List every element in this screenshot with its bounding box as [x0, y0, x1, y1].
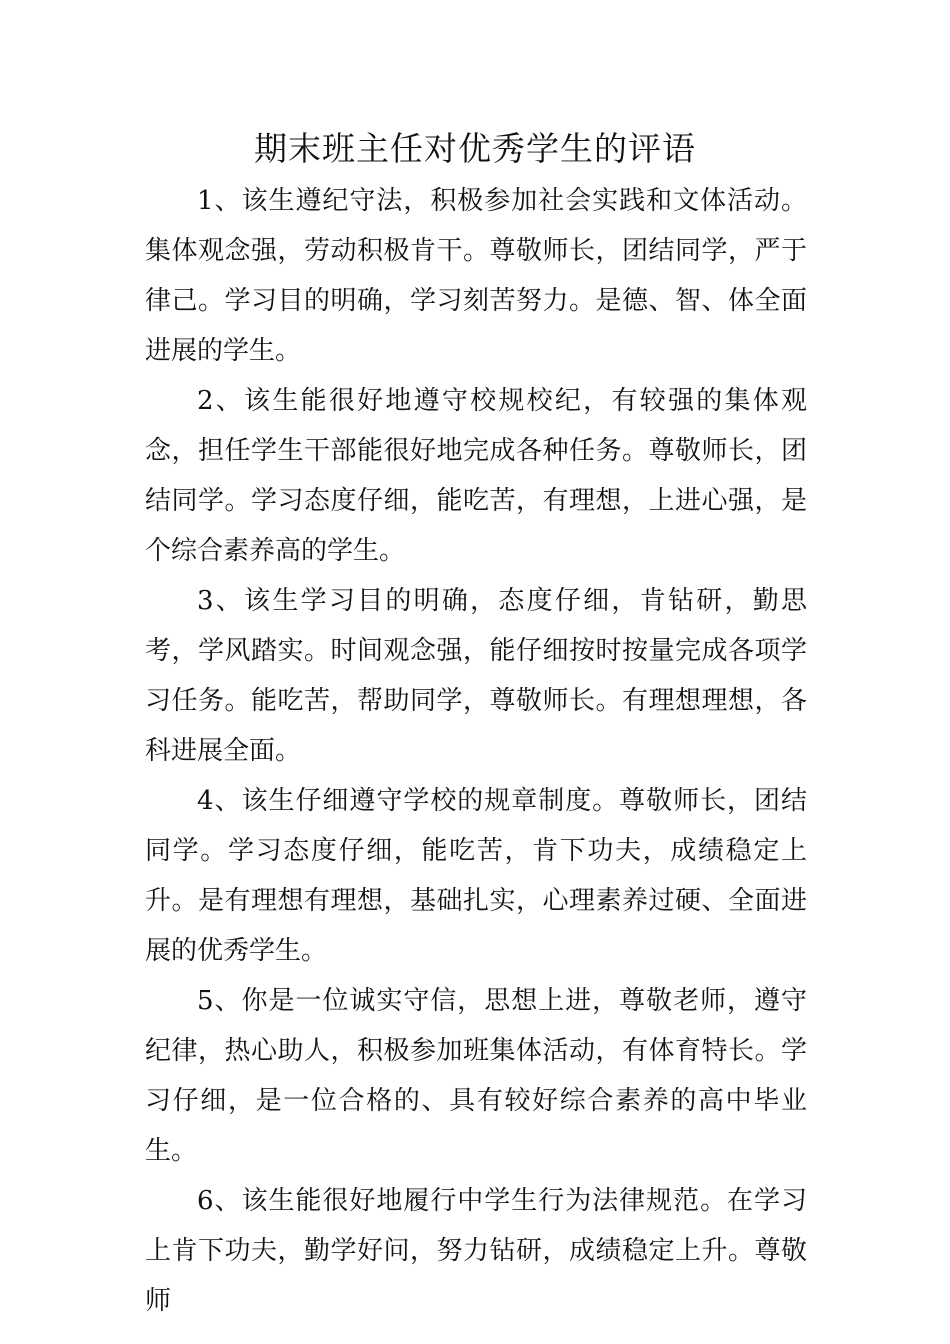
- paragraph-6: 6、该生能很好地履行中学生行为法律规范。在学习上肯下功夫，勤学好问，努力钻研，成绩稳定上升。尊敬师: [145, 1186, 807, 1316]
- paragraph-5: 5、你是一位诚实守信，思想上进，尊敬老师，遵守纪律，热心助人，积极参加班集体活动，有体育特长。学习仔细，是一位合格的、具有较好综合素养的高中毕业生。: [145, 986, 807, 1166]
- paragraph-3: 3、该生学习目的明确，态度仔细，肯钻研，勤思考，学风踏实。时间观念强，能仔细按时按量完成各项学习任务。能吃苦，帮助同学，尊敬师长。有理想理想，各科进展全面。: [145, 586, 807, 766]
- paragraph-1: 1、该生遵纪守法，积极参加社会实践和文体活动。集体观念强，劳动积极肯干。尊敬师长，团结同学，严于律己。学习目的明确，学习刻苦努力。是德、智、体全面进展的学生。: [145, 186, 807, 366]
- paragraph-2: 2、该生能很好地遵守校规校纪，有较强的集体观念，担任学生干部能很好地完成各种任务。尊敬师长，团结同学。学习态度仔细，能吃苦，有理想，上进心强，是个综合素养高的学生。: [145, 386, 807, 566]
- document-body: [145, 176, 807, 1326]
- paragraph-4: 4、该生仔细遵守学校的规章制度。尊敬师长，团结同学。学习态度仔细，能吃苦，肯下功夫，成绩稳定上升。是有理想有理想，基础扎实，心理素养过硬、全面进展的优秀学生。: [145, 786, 807, 966]
- document-title: 期末班主任对优秀学生的评语: [254, 129, 696, 168]
